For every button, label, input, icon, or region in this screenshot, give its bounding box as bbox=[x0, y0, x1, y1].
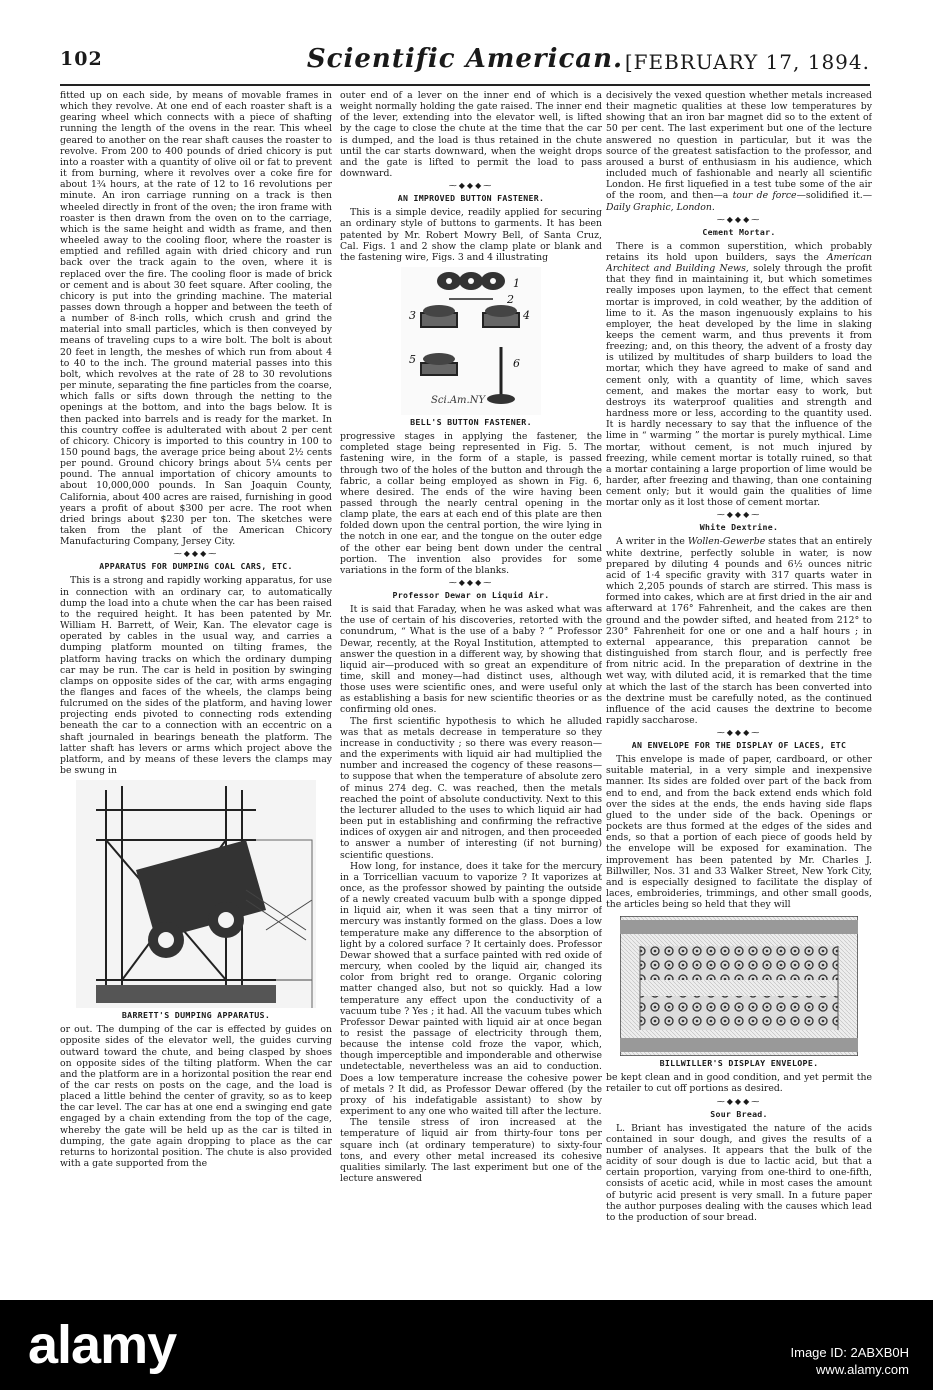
display-envelope-figure bbox=[620, 916, 858, 1056]
cement-mortar-text bbox=[606, 241, 872, 509]
fig-label-1: 1 bbox=[513, 277, 520, 291]
conclusion-text: decisively the vexed question whether metals increased their magnetic qualities at these low temperatures by showing that an iron bar magnet did so to the extent of 50 per cent. The last experiment but one of the lecture answered no question in particular, but it was the source of the greatest satisfaction to the professor, and aroused a burst of enthusiasm in his audience, which included much of fashionable and nearly all scientific London. He first liquefied in a test tube some of the air of the room, and then—a bbox=[606, 90, 872, 202]
button-fastener-figure bbox=[401, 267, 541, 415]
header-rule bbox=[60, 84, 870, 86]
alamy-logo: alamy bbox=[28, 1315, 177, 1375]
image-id-block bbox=[791, 1344, 910, 1378]
column-2 bbox=[340, 90, 602, 1285]
liquid-air-heading: Professor Dewar on Liquid Air. bbox=[392, 590, 550, 601]
dumping-text-1: This is a strong and rapidly working apparatus, for use in connection with an ordinary car, to automatically dump the load into a chute when the car has been raised to the required height. It has been patented by Mr. William H. Barrett, of Weir, Kan. The elevator cage is operated by cables in the usual way, and carries a dumping platform mounted on tilting frames, the platform having tracks on which the ordinary dumping car may be run. The car is held in position by swinging clamps on opposite sides of the car, with arms engaging the flanges and faces of the wheels, the clamps being fulcrumed on the sides of the platform, and having lower projecting ends pivoted to connecting rods extending beneath the car to a connection with an eccentric on a shaft journaled in bearings beneath the platform. The latter shaft has levers or arms which project above the platform, and by means of these levers the clamps may be swung in bbox=[60, 575, 332, 777]
cement-source: American Architect and Building News, bbox=[606, 251, 872, 275]
button-text-2: progressive stages in applying the fastener, the completed stage being represented in Fig. 5. The fastening wire, in the form of a staple, is passed through two of the holes of the button and through the fabric, a collar being employed as shown in Fig. 6, where desired. The ends of the wire having been passed through the nearly central opening in the clamp plate, the ears at each end of this plate are then folded down upon the central portion, the wire lying in the notch in one ear, and the tongue on the outer edge of the other ear being bent down under the central portion. The invention also provides for some variations in the form of the blanks. bbox=[340, 431, 602, 576]
envelope-text-2: be kept clean and in good condition, and yet permit the retailer to cut off portions as desired. bbox=[606, 1072, 872, 1095]
cement-text-end: solely through the profit that they find in maintaining it, but which sometimes really imposes upon laymen, to the effect that cement mortar is improved, in cold weather, by the addition of lime to it. As the mason ingenuously explains to his employer, the heat developed by the lime in slaking keeps the cement warm, and thus prevents it from freezing; and, on this theory, the advent of a frosty day is utilized by multitudes of sharp builders to load the mortar, which they have agreed to make of sand and cement only, with a quantity of lime, which saves cement, and makes the mortar easy to work, but destroys its waterproof qualities and strength and hardness more or less, according to the quantity used. It is hardly necessary to say that the influence of the lime in “ warming ” the mortar is purely mythical. Lime mortar, without cement, is not much injured by freezing, while cement mortar is totally ruined, so that a mortar containing a large proportion of lime would be harder, after freezing and thawing, than one containing cement only; but it would gain the qualities of lime mortar only as it lost those of cement mortar. bbox=[606, 263, 872, 509]
fig-label-6: 6 bbox=[513, 357, 520, 371]
liquid-air-text-4: The tensile stress of iron increased at the temperature of liquid air from thirty-four tons per square inch (at ordinary temperature) to sixty-four tons, and every other metal increased its cohesive qualities similarly. The last experiment but one of the lecture answered bbox=[340, 1117, 602, 1185]
column-1 bbox=[60, 90, 332, 1285]
fig-label-3: 3 bbox=[409, 309, 416, 323]
conclusion-text-end: —solidified it.— bbox=[796, 190, 872, 202]
section-ornament: ⁓◆◆◆⁓ bbox=[448, 181, 494, 191]
fig-label-5: 5 bbox=[409, 353, 416, 367]
liquid-air-conclusion bbox=[606, 90, 872, 213]
dextrine-text-start: A writer in the bbox=[616, 536, 685, 548]
cement-mortar-heading: Cement Mortar. bbox=[702, 226, 776, 237]
site-url: www.alamy.com bbox=[816, 1362, 909, 1377]
sour-bread-text: L. Briant has investigated the nature of the acids contained in sour dough, and gives the results of a number of analyses. It appears that the bulk of the acidity of sour dough is due to lactic acid, but that a certain proportion, varying from one-third to one-fifth, consists of acetic acid, while in most cases the amount of butyric acid present is very small. In a future paper the author purposes dealing with the causes which lead to the production of sour bread. bbox=[606, 1122, 872, 1223]
stock-watermark-bar bbox=[0, 1300, 933, 1390]
envelope-text: This envelope is made of paper, cardboard, or other suitable material, in a very simple and inexpensive manner. Its sides are folded over part of the back from end to end, and from the back extend ends which fold over the sides at the ends, the ends having side flaps glued to the under side of the back. Openings or pockets are thus formed at the edges of the sides and ends, so that a portion of each piece of goods held by the envelope will be exposed for examination. The improvement has been patented by Mr. Charles J. Billwiller, Nos. 31 and 33 Walker Street, New York City, and is especially designed to facilitate the display of laces, embroideries, trimmings, and other small goods, the articles being so held that they will bbox=[606, 754, 872, 911]
white-dextrine-heading: White Dextrine. bbox=[699, 522, 779, 533]
fig-label-4: 4 bbox=[523, 309, 530, 323]
conclusion-source: Daily Graphic, London. bbox=[606, 201, 715, 213]
conclusion-italic: tour de force bbox=[732, 190, 797, 202]
dumping-caption: BARRETT'S DUMPING APPARATUS. bbox=[121, 1010, 271, 1021]
envelope-heading: AN ENVELOPE FOR THE DISPLAY OF LACES, ETC bbox=[631, 740, 847, 751]
chicory-text: fitted up on each side, by means of movable frames in which they revolve. At one end of each roaster shaft is a gearing wheel which connects with a piece of shafting running the length of the ovens in the rear. This wheel geared to another on the rear shaft causes the roaster to revolve. From 200 to 400 pounds of dried chicory is put into a roaster with a quantity of olive oil or fat to prevent it from burning, where it revolves over a coke fire for about 1¾ hours, at the rate of 12 to 16 revolutions per minute. An iron carriage running on a track is then wheeled directly in front of the oven; the iron frame with roaster is then drawn from the oven on to the carriage, which is the same height and width as frame, and then wheeled away to the cooling floor, where the roaster is emptied and refilled again with dried chicory and run back over the track again to the oven, where it is replaced over the fire. The cooling floor is made of brick or cement and is about 30 feet square. After cooling, the chicory is put into the grinding machine. The material passes down through a hopper and between the teeth of a number of 8-inch rolls, which crush and grind the material into small particles, which is then conveyed by means of traveling cups to a wire bolt. The bolt is about 20 feet in length, the meshes of which run from about 4 to 40 to the inch. The ground material passes into this bolt, which revolves at the rate of 28 to 30 revolutions per minute, separating the fine particles from the coarse, which falls or sifts down through the netting to the openings at the bottom, and into the bags below. It is then packed into barrels and is ready for the market. In this country coffee is adulterated with about 2 per cent of chicory. Chicory is imported to this country in 100 to 150 pound bags, the average price being about 2½ cents per pound. Ground chicory brings about 5¼ cents per pound. The annual importation of chicory amounts to about 10,000,000 pounds. In San Joaquin County, California, about 400 acres are raised, furnishing in good years a profit of about $300 per acre. The root when dried brings about $230 per ton. The sketches were taken from the plant of the American Chicory Manufacturing Company, Jersey City. bbox=[60, 90, 332, 548]
envelope-caption: BILLWILLER'S DISPLAY ENVELOPE. bbox=[659, 1058, 819, 1069]
page-number: 102 bbox=[60, 48, 103, 70]
section-ornament: ⁓◆◆◆⁓ bbox=[173, 549, 219, 559]
white-dextrine-text bbox=[606, 536, 872, 726]
sour-bread-heading: Sour Bread. bbox=[710, 1108, 768, 1119]
fig-label-2: 2 bbox=[507, 293, 514, 307]
masthead: Scientific American. bbox=[306, 44, 624, 74]
dumping-apparatus-engraving bbox=[76, 780, 316, 1008]
button-fastener-heading: AN IMPROVED BUTTON FASTENER. bbox=[397, 193, 545, 204]
button-caption: BELL'S BUTTON FASTENER. bbox=[410, 417, 532, 428]
section-ornament: ⁓◆◆◆⁓ bbox=[716, 728, 762, 738]
dumping-apparatus-figure bbox=[76, 780, 316, 1008]
button-text-1: This is a simple device, readily applied for securing an ordinary style of buttons to garments. It has been patented by Mr. Robert Mowry Bell, of Santa Cruz, Cal. Figs. 1 and 2 show the clamp plate or blank and the fastening wire, Figs. 3 and 4 illustrating bbox=[340, 207, 602, 263]
dextrine-text-end: states that an entirely white dextrine, perfectly soluble in water, is now prepared by diluting 4 pounds and 6½ ounces nitric acid of 1·4 specific gravity with 317 quarts water in which 2,205 pounds of starch are stirred. This mass is formed into cakes, which are at first dried in the air and afterward at 176° Fahrenheit, and the cakes are then ground and the powder sifted, and heated from 212° to 230° Fahrenheit for one or one and a half hours ; in external appearance, this preparation cannot be distinguished from starch flour, and is perfectly free from nitric acid. In the preparation of dextrine in the wet way, with diluted acid, it is remarked that the time at which the last of the starch has been converted into the dextrine must be carefully noted, as the continued influence of the acid causes the dextrine to become rapidly saccharose. bbox=[606, 536, 872, 726]
section-ornament: ⁓◆◆◆⁓ bbox=[716, 510, 762, 520]
cement-text-start: There is a common superstition, which probably retains its hold upon builders, says the bbox=[606, 240, 872, 263]
issue-date: [FEBRUARY 17, 1894. bbox=[624, 50, 870, 74]
svg-text:Sci.Am.NY: Sci.Am.NY bbox=[431, 395, 486, 407]
liquid-air-text-1: It is said that Faraday, when he was asked what was the use of certain of his discoveries, retorted with the conundrum, “ What is the use of a baby ? ” Professor Dewar, recently, at the Royal Institution, attempted to answer the question in a different way, by showing that liquid air—produced with so great an expenditure of time, skill and money—had distinct uses, although those uses were scientific ones, and were useful only as establishing a basis for new scientific theories or as confirming old ones. bbox=[340, 604, 602, 716]
image-id: Image ID: 2ABXB0H bbox=[790, 1345, 909, 1360]
dumping-heading: APPARATUS FOR DUMPING COAL CARS, ETC. bbox=[99, 561, 293, 572]
section-ornament: ⁓◆◆◆⁓ bbox=[448, 578, 494, 588]
lace-envelope-engraving bbox=[620, 916, 858, 1056]
liquid-air-text-3: How long, for instance, does it take for the mercury in a Torricellian vacuum to vaporize ? It vaporizes at once, as the professor showed by painting the outside of a newly created vacuum bulb with a sponge dipped in liquid air, when it was seen that a tiny mirror of mercury was instantly formed on the glass. Does a low temperature make any difference to the absorption of light by a colored surface ? It certainly does. Professor Dewar showed that a surface painted with red oxide of mercury, when cooled by the liquid air, changed its color from bright red to orange. Organic coloring matter changed also, but not so quickly. Had a low temperature any effect upon the conductivity of a vacuum tube ? Yes ; it had. All the vacuum tubes which Professor Dewar painted with liquid air at once began to resist the passage of electricity through them, because the intense cold froze the vapor, which, though imperceptible and imponderable and otherwise undetectable, nevertheless was an aid to conduction. Does a low temperature increase the cohesive power of metals ? It did, as Professor Dewar offered (by the proxy of his indefatigable assistant) to show by experiment to any one who waited till after the lecture. bbox=[340, 860, 602, 1118]
liquid-air-text-2: The first scientific hypothesis to which he alluded was that as metals decrease in temperature so they increase in conductivity ; so there was every reason—and the experiments with liquid air had multiplied the number and increased the cogency of these reasons—to suppose that when the temperature of absolute zero of minus 274 deg. C. was reached, then the metals reached the point of absolute conductivity. Next to this the lecturer alluded to the uses to which liquid air had been put in establishing and confirming the refractive indices of oxygen air and nitrogen, and then proceeded to answer a number of interesting (if not burning) scientific questions. bbox=[340, 715, 602, 861]
button-fastener-engraving bbox=[401, 267, 541, 415]
column-3 bbox=[606, 90, 872, 1285]
section-ornament: ⁓◆◆◆⁓ bbox=[716, 214, 762, 224]
lever-text: outer end of a lever on the inner end of which is a weight normally holding the gate raised. The inner end of the lever, extending into the elevator well, is lifted by the cage to close the chute at the time that the car is dumped, and the load is thus retained in the chute until the car starts downward, when the weight drops and the gate is lifted to permit the load to pass downward. bbox=[340, 90, 602, 180]
dumping-text-2: or out. The dumping of the car is effected by guides on opposite sides of the elevator well, the guides curving outward toward the chute, and being clasped by shoes on opposite sides of the tilting platform. When the car and the platform are in a horizontal position the rear end of the car rests on posts on the cage, and the load is placed a little behind the center of gravity, so as to keep the car level. The car has at one end a swinging end gate engaged by a chain extending from the top of the cage, whereby the gate will be held up as the car is tilted in dumping, the gate again dropping to place as the car returns to horizontal position. The chute is also provided with a gate supported from the bbox=[60, 1024, 332, 1170]
section-ornament: ⁓◆◆◆⁓ bbox=[716, 1096, 762, 1106]
page-header bbox=[60, 44, 870, 80]
dextrine-source: Wollen-Gewerbe bbox=[687, 536, 766, 548]
